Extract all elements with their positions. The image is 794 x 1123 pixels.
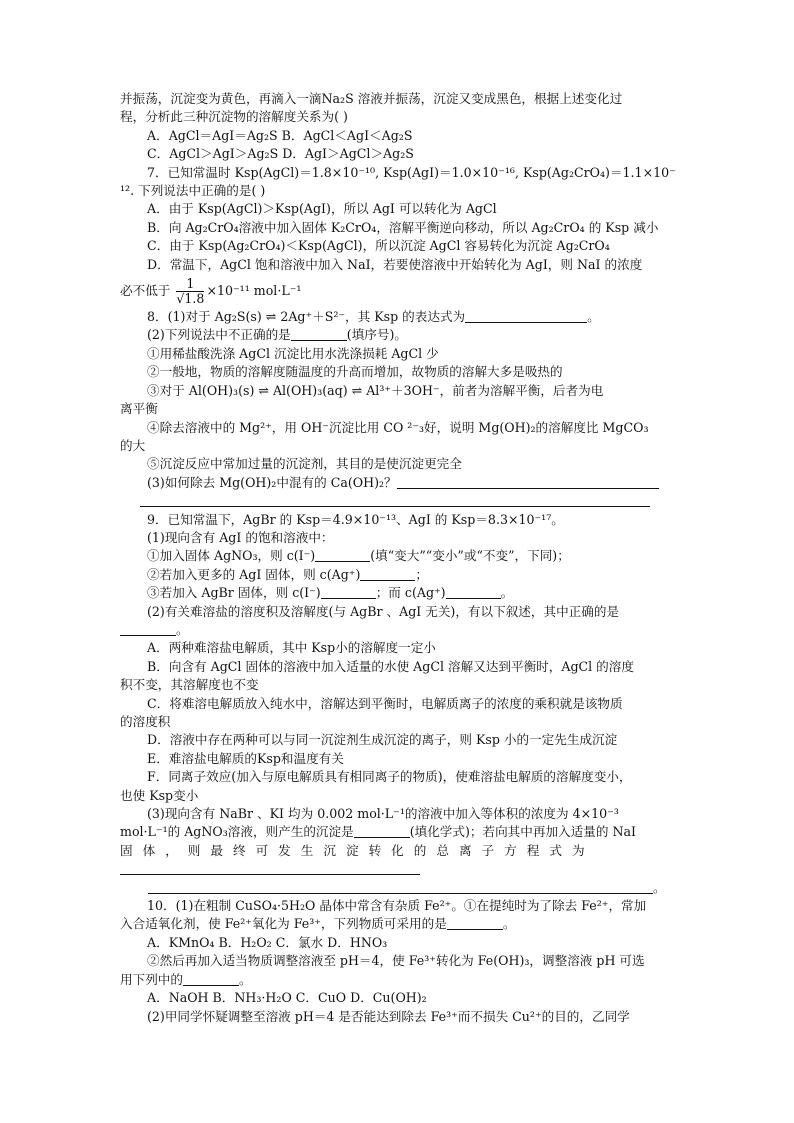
option-line: D．常温下，AgCl 饱和溶液中加入 NaI，若要使溶液中开始转化为 AgI，则 NaI 的浓度 <box>147 256 643 272</box>
question-7: 7．已知常温时 Ksp(AgCl)＝1.8×10⁻¹⁰, Ksp(AgI)＝1.0×10⁻¹⁶, Ksp(Ag₂CrO₄)＝1.1×10⁻ <box>147 164 676 180</box>
text-line: ②一般地，物质的溶解度随温度的升高而增加，故物质的溶解大多是吸热的 <box>147 364 563 380</box>
text-line: 也使 Ksp变小 <box>120 787 199 803</box>
answer-blank[interactable] <box>465 310 587 323</box>
text-line: ①加入固体 AgNO₃，则 c(I⁻) (填“变大”“变小”或“不变”，下同)； <box>147 548 570 564</box>
text-line: (3)现向含有 NaBr 、KI 均为 0.002 mol·L⁻¹的溶液中加入等体积的浓度为 4×10⁻³ <box>147 806 619 822</box>
text-line: (3)如何除去 Mg(OH)₂中混有的 Ca(OH)₂？ <box>120 474 665 492</box>
answer-blank[interactable] <box>315 549 370 562</box>
text-line: (1)现向含有 AgI 的饱和溶液中： <box>147 529 334 545</box>
question-9: 9．已知常温下，AgBr 的 Ksp＝4.9×10⁻¹³、AgI 的 Ksp＝8.3×10⁻¹⁷。 <box>147 511 564 527</box>
option-line: A．由于 Ksp(AgCl)＞Ksp(AgI)，所以 AgI 可以转化为 AgCl <box>147 201 497 217</box>
answer-line: 。 <box>120 879 665 897</box>
text-line: ¹². 下列说法中正确的是( ) <box>120 183 266 199</box>
text-line: mol·L⁻¹的 AgNO₃溶液，则产生的沉淀是 (填化学式)；若向其中再加入适量的 NaI <box>120 824 636 840</box>
option-line: B．向含有 AgCl 固体的溶液中加入适量的水使 AgCl 溶解又达到平衡时，AgCl 的溶度 <box>147 658 634 674</box>
answer-blank[interactable] <box>360 568 415 581</box>
text-line: 入合适氧化剂，使 Fe²⁺氧化为 Fe³⁺，下列物质可采用的是 。 <box>120 916 516 932</box>
text-line: ⑤沉淀反应中常加过量的沉淀剂，其目的是使沉淀更完全 <box>147 456 462 472</box>
answer-blank[interactable] <box>183 973 239 986</box>
fraction: $\frac{1}{√1.8}$ <box>176 276 205 307</box>
text-line: (2)甲同学怀疑调整至溶液 pH＝4 是否能达到除去 Fe³⁺而不损失 Cu²⁺的目的，乙同学 <box>147 1008 630 1024</box>
text-line: ②若加入更多的 AgI 固体，则 c(Ag⁺) ； <box>147 566 428 582</box>
answer-blank[interactable] <box>291 328 347 341</box>
answer-blank[interactable] <box>397 476 659 489</box>
text-line: 的大 <box>120 437 146 453</box>
text-line: ③若加入 AgBr 固体，则 c(I⁻) ；而 c(Ag⁺) 。 <box>147 585 514 601</box>
text-line: 的溶度积 <box>120 714 171 729</box>
option-line: B．向 Ag₂CrO₄溶液中加入固体 K₂CrO₄，溶解平衡逆向移动，所以 Ag₂CrO₄ 的 Ksp 减小 <box>147 219 659 235</box>
text-line: 并振荡，沉淀变为黄色，再滴入一滴Na₂S 溶液并振荡，沉淀又变成黑色，根据上述变化过 <box>120 91 623 106</box>
text-line: 固 体 ， 则 最 终 可 发 生 沉 淀 转 化 的 总 离 子 方 程 式 为 <box>120 842 588 858</box>
text-line: ②然后再加入适当物质调整溶液至 pH＝4，使 Fe³⁺转化为 Fe(OH)₃，调整溶液 pH 可选 <box>147 953 645 969</box>
answer-line <box>120 860 665 878</box>
option-line: C．AgCl＞AgI＞Ag₂S D．AgI＞AgCl＞Ag₂S <box>147 146 414 162</box>
option-line: D．溶液中存在两种可以与同一沉淀剂生成沉淀的离子，则 Ksp 小的一定先生成沉淀 <box>147 732 618 748</box>
answer-blank[interactable] <box>148 881 653 894</box>
answer-blank[interactable] <box>140 494 650 507</box>
answer-blank[interactable] <box>354 825 410 838</box>
answer-blank[interactable] <box>120 862 420 875</box>
text-line: (2)有关难溶盐的溶度积及溶解度(与 AgBr 、AgI 无关)，有以下叙述，其中正确的是 <box>147 603 620 619</box>
text-line: ①用稀盐酸洗涤 AgCl 沉淀比用水洗涤损耗 AgCl 少 <box>147 345 439 361</box>
text-line: 程，分析此三种沉淀物的溶解度关系为( ) <box>120 109 348 125</box>
text-line: ④除去溶液中的 Mg²⁺，用 OH⁻沉淀比用 CO ²⁻₃好，说明 Mg(OH)₂的溶解度比 MgCO₃ <box>147 419 649 435</box>
answer-line <box>120 492 665 510</box>
question-10: 10．(1)在粗制 CuSO₄·5H₂O 晶体中常含有杂质 Fe²⁺。①在提纯时为了除去 Fe²⁺，常加 <box>147 898 647 914</box>
answer-blank[interactable] <box>120 623 176 636</box>
option-line: F．同离子效应(加入与原电解质具有相同离子的物质)，使难溶盐电解质的溶解度变小， <box>147 769 632 785</box>
text-line: 用下列中的 。 <box>120 971 252 987</box>
option-line: C．将难溶电解质放入纯水中，溶解达到平衡时，电解质离子的浓度的乘积就是该物质 <box>147 695 623 711</box>
text-line: 积不变，其溶解度也不变 <box>120 677 259 693</box>
option-line: A．NaOH B．NH₃·H₂O C．CuO D．Cu(OH)₂ <box>147 990 427 1006</box>
option-line: A．AgCl＝AgI＝Ag₂S B．AgCl＜AgI＜Ag₂S <box>147 127 413 143</box>
option-line: A．KMnO₄ B．H₂O₂ C．氯水 D．HNO₃ <box>147 934 388 950</box>
answer-blank[interactable] <box>321 586 376 599</box>
text-line: 离平衡 <box>120 401 158 417</box>
text-line: (2)下列说法中不正确的是 (填序号)。 <box>147 327 407 343</box>
text-line: ③对于 Al(OH)₃(s) ⇌ Al(OH)₃(aq) ⇌ Al³⁺＋3OH⁻，前者为溶解平衡，后者为电 <box>147 382 604 398</box>
option-line: E．难溶盐电解质的Ksp和温度有关 <box>147 750 344 766</box>
answer-blank[interactable] <box>447 917 503 930</box>
option-line: C．由于 Ksp(Ag₂CrO₄)＜Ksp(AgCl)，所以沉淀 AgCl 容易转化为沉淀 Ag₂CrO₄ <box>147 238 610 254</box>
document-page <box>120 90 676 1026</box>
text-line: 。 <box>120 621 665 639</box>
option-line: A．两种难溶盐电解质，其中 Ksp小的溶解度一定小 <box>147 640 436 656</box>
answer-blank[interactable] <box>446 586 501 599</box>
question-8: 8．(1)对于 Ag₂S(s) ⇌ 2Ag⁺＋S²⁻，其 Ksp 的表达式为 。 <box>147 309 600 325</box>
fraction-line: 必不低于 $\frac{1}{√1.8}$ ×10⁻¹¹ mol·L⁻¹ <box>120 276 302 307</box>
